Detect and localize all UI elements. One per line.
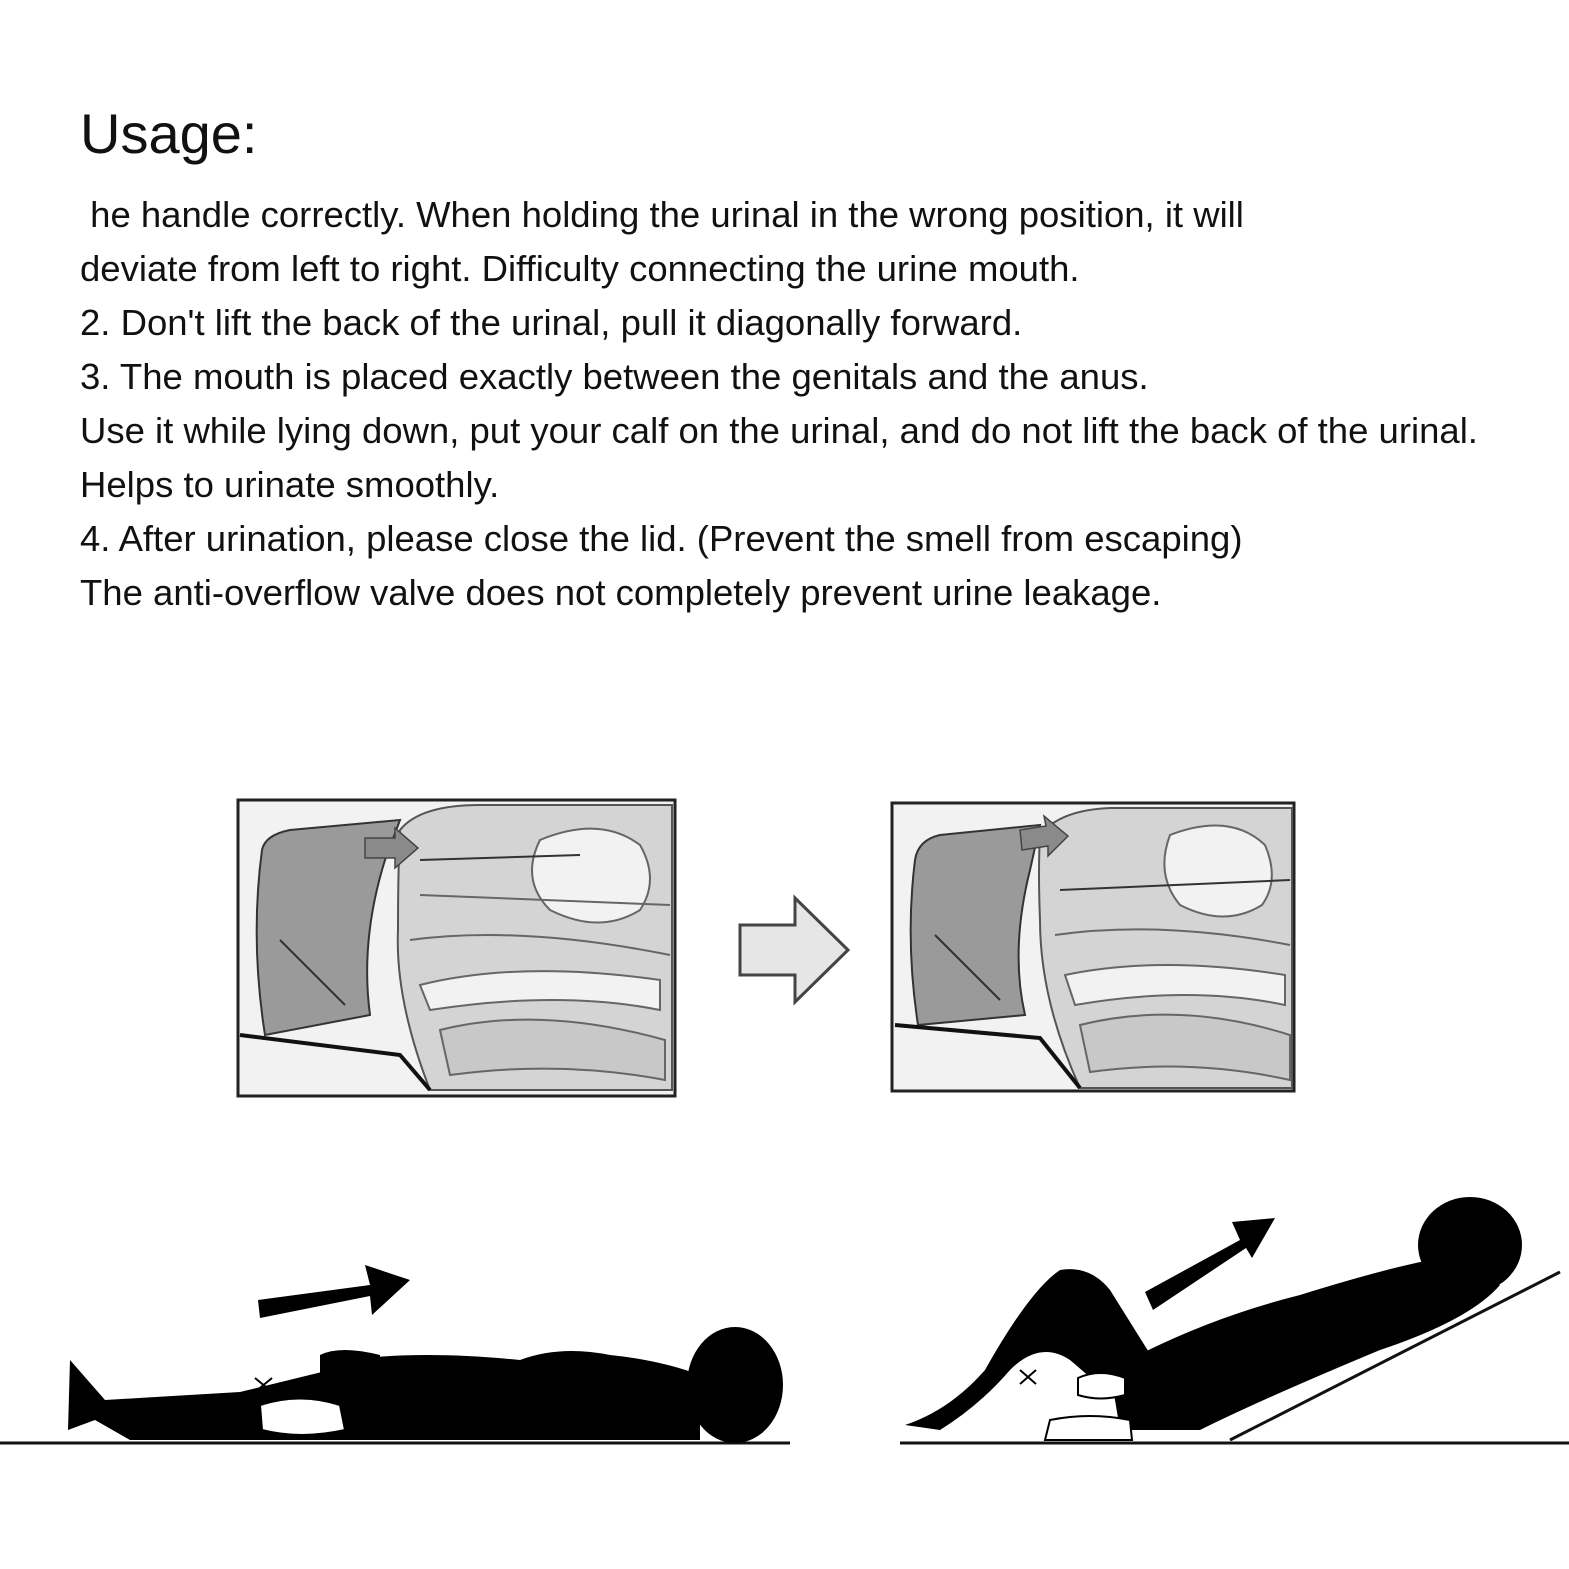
incorrect-position-diagram — [238, 800, 675, 1096]
instruction-line: Helps to urinate smoothly. — [80, 464, 500, 505]
page-title: Usage: — [80, 102, 258, 165]
instruction-line: Use it while lying down, put your calf on the urinal, and do not lift the back of the urinal. — [80, 410, 1478, 451]
usage-instructions — [80, 188, 1569, 620]
correct-position-diagram — [892, 803, 1294, 1091]
instruction-line: The anti-overflow valve does not completely prevent urine leakage. — [80, 572, 1162, 613]
instruction-line: he handle correctly. When holding the urinal in the wrong position, it will — [80, 194, 1244, 235]
instruction-line: 3. The mouth is placed exactly between the genitals and the anus. — [80, 356, 1149, 397]
usage-illustrations — [0, 780, 1569, 1480]
instruction-line: 2. Don't lift the back of the urinal, pull it diagonally forward. — [80, 302, 1023, 343]
instruction-line: 4. After urination, please close the lid. (Prevent the smell from escaping) — [80, 518, 1243, 559]
lying-flat-silhouette — [0, 1265, 790, 1443]
reclined-silhouette — [900, 1197, 1569, 1443]
right-arrow-icon — [740, 898, 848, 1002]
instruction-line: deviate from left to right. Difficulty connecting the urine mouth. — [80, 248, 1080, 289]
